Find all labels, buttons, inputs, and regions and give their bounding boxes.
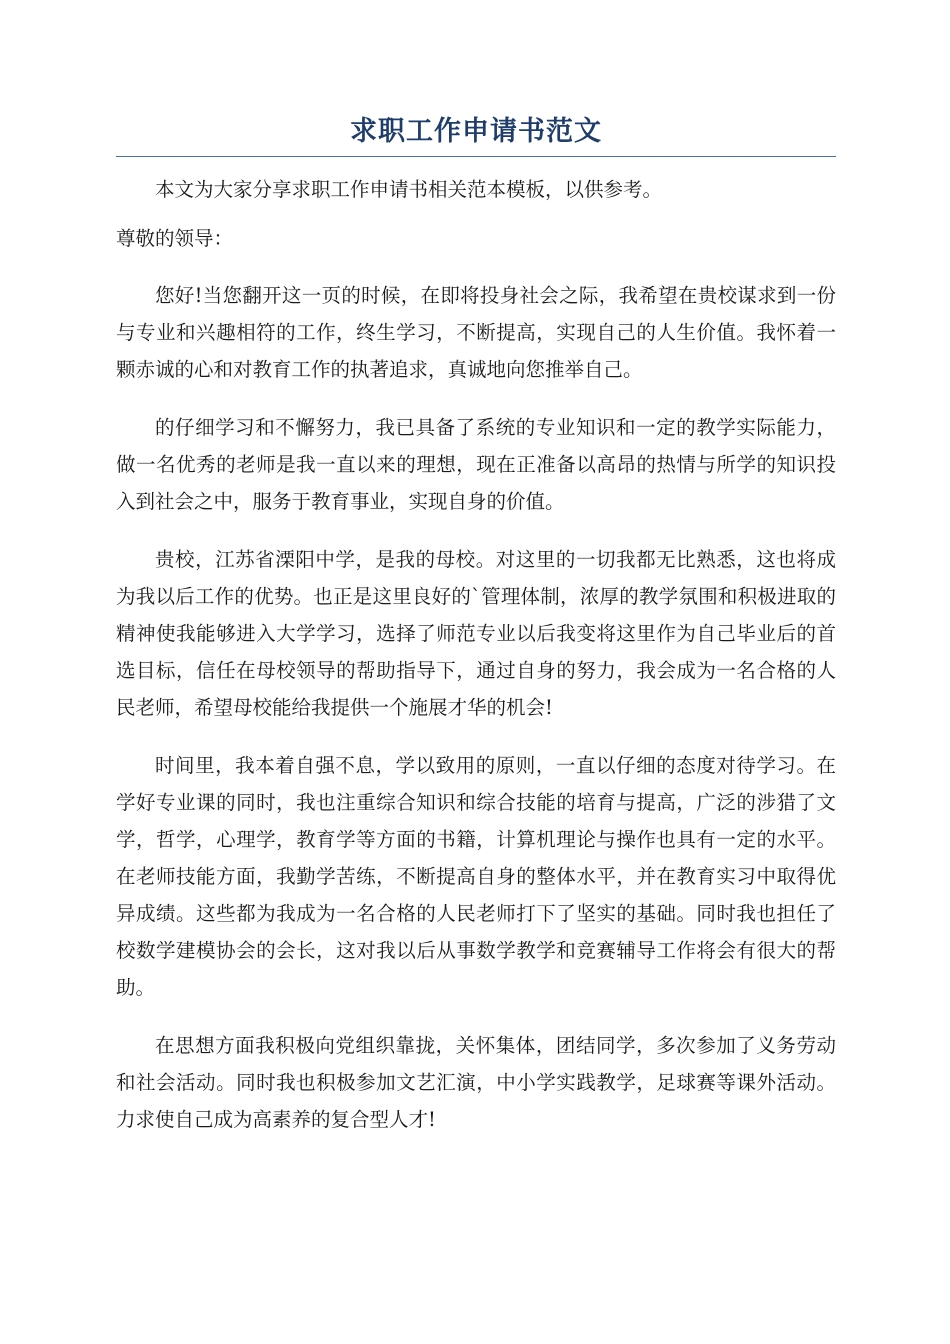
body-paragraph: 的仔细学习和不懈努力，我已具备了系统的专业知识和一定的教学实际能力，做一名优秀的老师是我一直以来的理想，现在正准备以高昂的热情与所学的知识投入到社会之中，服务于教育事业，实现自身的价值。 bbox=[116, 416, 836, 513]
body-paragraph: 贵校，江苏省溧阳中学，是我的母校。对这里的一切我都无比熟悉，这也将成为我以后工作的优势。也正是这里良好的`管理体制，浓厚的教学氛围和积极进取的精神使我能够进入大学学习，选择了师范专业以后我变将这里作为自己毕业后的首选目标，信任在母校领导的帮助指导下，通过自身的努力，我会成为一名合格的人民老师，希望母校能给我提供一个施展才华的机会! bbox=[116, 548, 836, 719]
body-paragraph: 您好!当您翻开这一页的时候，在即将投身社会之际，我希望在贵校谋求到一份与专业和兴趣相符的工作，终生学习，不断提高，实现自己的人生价值。我怀着一颗赤诚的心和对教育工作的执著追求，真诚地向您推举自己。 bbox=[116, 284, 836, 381]
salutation: 尊敬的领导： bbox=[116, 227, 234, 250]
title-underline bbox=[116, 156, 836, 157]
intro-paragraph: 本文为大家分享求职工作申请书相关范本模板，以供参考。 bbox=[155, 178, 663, 201]
body-paragraph: 在思想方面我积极向党组织靠拢，关怀集体，团结同学，多次参加了义务劳动和社会活动。同时我也积极参加文艺汇演，中小学实践教学，足球赛等课外活动。力求使自己成为高素养的复合型人才! bbox=[116, 1034, 836, 1131]
body-paragraph: 时间里，我本着自强不息，学以致用的原则，一直以仔细的态度对待学习。在学好专业课的同时，我也注重综合知识和综合技能的培育与提高，广泛的涉猎了文学，哲学，心理学，教育学等方面的书籍，计算机理论与操作也具有一定的水平。在老师技能方面，我勤学苦练，不断提高自身的整体水平，并在教育实习中取得优异成绩。这些都为我成为一名合格的人民老师打下了坚实的基础。同时我也担任了校数学建模协会的会长，这对我以后从事数学教学和竞赛辅导工作将会有很大的帮助。 bbox=[116, 754, 836, 999]
document-title: 求职工作申请书范文 bbox=[350, 116, 602, 147]
document-page bbox=[116, 112, 836, 1159]
